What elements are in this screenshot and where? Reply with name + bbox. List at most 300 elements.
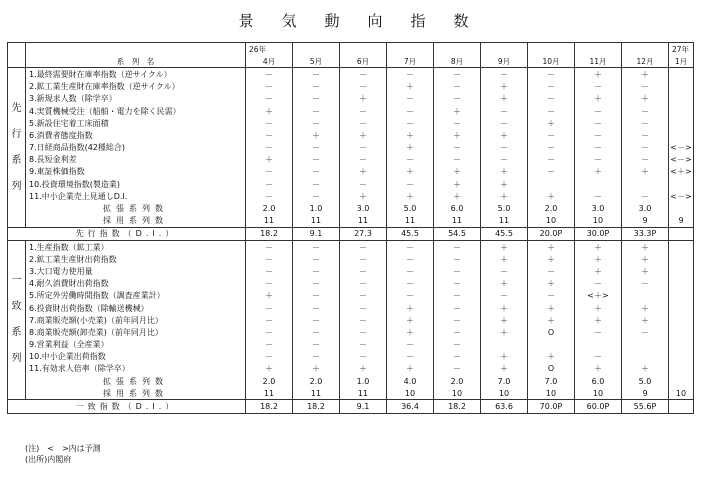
table-row: [8, 81, 694, 93]
series-name: 11.中小企業売上見通しD.I.: [26, 190, 246, 202]
series-value: －: [293, 81, 340, 93]
series-value: －: [481, 154, 528, 166]
series-name: 3.大口電力使用量: [26, 265, 246, 277]
adopted-count-value: 10: [481, 387, 528, 400]
series-value: ＋: [293, 363, 340, 375]
series-value: ＋: [434, 129, 481, 141]
series-value: －: [528, 93, 575, 105]
series-value: ＋: [340, 190, 387, 202]
series-value: －: [434, 363, 481, 375]
series-value: －: [293, 105, 340, 117]
index-value: 18.2: [246, 227, 293, 240]
series-value: ＋: [246, 105, 293, 117]
table-row: [8, 265, 694, 277]
index-value: 63.6: [481, 400, 528, 413]
series-value: －: [434, 278, 481, 290]
series-value-forecast: [669, 253, 694, 265]
business-cycle-index-table: [7, 42, 694, 414]
adopted-count-last: 10: [669, 387, 694, 400]
series-value: －: [246, 117, 293, 129]
series-value: －: [434, 339, 481, 351]
coincident-category-label: [8, 241, 26, 400]
series-value: ＋: [246, 363, 293, 375]
leading-index-row: [8, 227, 694, 240]
extended-count-value: 2.0: [528, 202, 575, 214]
adopted-count-value: 11: [246, 215, 293, 228]
index-value: 45.5: [387, 227, 434, 240]
adopted-count-value: 11: [481, 215, 528, 228]
series-value: [528, 339, 575, 351]
series-value: －: [340, 105, 387, 117]
header-year2-label: 27年: [669, 43, 694, 56]
series-value: ＋: [622, 68, 669, 81]
series-name: 9.東証株価指数: [26, 166, 246, 178]
index-value: 70.0P: [528, 400, 575, 413]
series-value: －: [528, 129, 575, 141]
series-value: ＋: [340, 363, 387, 375]
leading-index-label: 先行指数（D.I.）: [8, 227, 246, 240]
header-year-label: 26年: [246, 43, 293, 56]
series-value: －: [528, 142, 575, 154]
category-char: 系: [11, 327, 22, 339]
series-value: －: [387, 93, 434, 105]
table-row: [8, 154, 694, 166]
table-row: [8, 241, 694, 254]
series-value-forecast: [669, 81, 694, 93]
index-value: 30.0P: [575, 227, 622, 240]
series-value: －: [575, 351, 622, 363]
series-value: ＋: [481, 363, 528, 375]
series-value: ＋: [481, 81, 528, 93]
series-value: －: [340, 265, 387, 277]
series-value: －: [340, 241, 387, 254]
category-char: 列: [11, 180, 22, 192]
series-value-forecast: <＋>: [670, 167, 692, 177]
category-char: 致: [11, 301, 22, 313]
header-month: 9月: [481, 55, 528, 68]
series-name: 7.日経商品指数(42種総合): [26, 142, 246, 154]
series-value: －: [528, 290, 575, 302]
index-value: 55.6P: [622, 400, 669, 413]
series-name: 5.新設住宅着工床面積: [26, 117, 246, 129]
series-name: 6.消費者態度指数: [26, 129, 246, 141]
series-value: ＋: [434, 105, 481, 117]
series-value: ＋: [575, 253, 622, 265]
index-value: 27.3: [340, 227, 387, 240]
series-value: [528, 178, 575, 190]
series-value: [622, 290, 669, 302]
series-value: [575, 178, 622, 190]
series-value: －: [340, 326, 387, 338]
series-value: －: [293, 117, 340, 129]
series-value: －: [575, 142, 622, 154]
series-value: －: [293, 178, 340, 190]
series-value: ＋: [481, 166, 528, 178]
series-value: ＋: [340, 166, 387, 178]
series-value: ＋: [575, 265, 622, 277]
series-value-forecast: [669, 339, 694, 351]
adopted-count-row: [8, 215, 694, 228]
extended-count-row: [8, 375, 694, 387]
series-value: －: [246, 190, 293, 202]
series-value: ＋: [434, 178, 481, 190]
series-value: －: [340, 290, 387, 302]
adopted-count-value: 9: [622, 387, 669, 400]
index-value: 54.5: [434, 227, 481, 240]
series-value: －: [528, 81, 575, 93]
series-value: [622, 339, 669, 351]
adopted-count-value: 11: [340, 387, 387, 400]
series-value: －: [387, 105, 434, 117]
series-value: －: [575, 105, 622, 117]
series-value: －: [434, 93, 481, 105]
extended-count-value: 2.0: [293, 375, 340, 387]
header-row-months: [8, 55, 694, 68]
series-value: ＋: [622, 363, 669, 375]
extended-count-row: [8, 202, 694, 214]
series-value: －: [340, 302, 387, 314]
series-value: ＋: [575, 166, 622, 178]
series-value: －: [434, 314, 481, 326]
index-value: 60.0P: [575, 400, 622, 413]
series-value: ＋: [528, 117, 575, 129]
category-char: 系: [11, 154, 22, 166]
series-value: －: [387, 253, 434, 265]
header-month: 10月: [528, 55, 575, 68]
table-row: [8, 68, 694, 81]
series-value: －: [528, 265, 575, 277]
series-value: －: [387, 68, 434, 81]
extended-count-last: [669, 202, 694, 214]
series-value: －: [340, 314, 387, 326]
series-value-forecast: [669, 117, 694, 129]
series-value: [481, 339, 528, 351]
series-value: ＋: [434, 190, 481, 202]
series-name: 2.鉱工業生産財出荷指数: [26, 253, 246, 265]
series-value: ＋: [528, 314, 575, 326]
series-value: －: [340, 117, 387, 129]
series-value: －: [293, 241, 340, 254]
index-value-last: [669, 227, 694, 240]
series-value: －: [387, 339, 434, 351]
series-value: －: [340, 178, 387, 190]
series-value: －: [481, 142, 528, 154]
series-value: －: [293, 253, 340, 265]
series-name: 9.営業利益（全産業）: [26, 339, 246, 351]
series-value: ＋: [575, 241, 622, 254]
series-value: －: [575, 190, 622, 202]
series-value: －: [246, 178, 293, 190]
series-value: －: [340, 142, 387, 154]
series-value: ＋: [481, 190, 528, 202]
leading-category-label: [8, 68, 26, 227]
series-value: ＋: [481, 326, 528, 338]
series-value: －: [528, 154, 575, 166]
series-value: －: [246, 314, 293, 326]
series-value: －: [340, 339, 387, 351]
category-char: 行: [11, 128, 22, 140]
page-title: 景気動向指数: [238, 12, 497, 30]
series-value-forecast: <－>: [670, 191, 692, 201]
category-char: 列: [11, 353, 22, 365]
adopted-count-value: 10: [387, 387, 434, 400]
series-value-forecast: [669, 178, 694, 190]
adopted-count-value: 11: [387, 215, 434, 228]
series-value: ＋: [293, 129, 340, 141]
header-month: 8月: [434, 55, 481, 68]
series-value: －: [622, 129, 669, 141]
series-value-forecast: [669, 93, 694, 105]
table-row: [8, 278, 694, 290]
series-value: －: [528, 105, 575, 117]
series-value: [622, 351, 669, 363]
coincident-index-row: [8, 400, 694, 413]
series-value: －: [387, 241, 434, 254]
series-value: －: [246, 253, 293, 265]
series-name: 1.生産指数（鉱工業）: [26, 241, 246, 254]
series-value: －: [340, 253, 387, 265]
series-value-forecast: [669, 290, 694, 302]
series-name: 7.商業販売額(小売業)（前年同月比）: [26, 314, 246, 326]
series-value: －: [340, 351, 387, 363]
series-value: －: [246, 166, 293, 178]
series-name: 5.所定外労働時間指数（調査産業計）: [26, 290, 246, 302]
table-row: [8, 166, 694, 178]
note-source: (出所)内閣府: [25, 455, 72, 464]
series-value: ＋: [481, 302, 528, 314]
extended-count-value: 7.0: [528, 375, 575, 387]
series-value: －: [434, 351, 481, 363]
adopted-count-last: 9: [669, 215, 694, 228]
series-value: [575, 339, 622, 351]
series-value: ＋: [434, 166, 481, 178]
series-value-forecast: [669, 105, 694, 117]
extended-count-value: 6.0: [434, 202, 481, 214]
series-name: 10.投資環境指数(製造業): [26, 178, 246, 190]
series-value: －: [434, 265, 481, 277]
index-value: 18.2: [434, 400, 481, 413]
series-value: <＋>: [575, 290, 622, 302]
series-value: －: [434, 326, 481, 338]
series-value: ＋: [387, 129, 434, 141]
series-value: －: [622, 142, 669, 154]
extended-count-value: 6.0: [575, 375, 622, 387]
series-value-forecast: <－>: [670, 155, 692, 165]
adopted-count-value: 11: [293, 215, 340, 228]
series-value: ＋: [387, 326, 434, 338]
series-value: －: [434, 302, 481, 314]
table-row: [8, 351, 694, 363]
series-value: ＋: [387, 81, 434, 93]
table-row: [8, 363, 694, 375]
series-value: －: [528, 166, 575, 178]
series-value: －: [340, 278, 387, 290]
series-name: 4.耐久消費財出荷指数: [26, 278, 246, 290]
extended-count-value: 3.0: [575, 202, 622, 214]
series-value: －: [387, 278, 434, 290]
extended-count-value: 5.0: [622, 375, 669, 387]
series-value: －: [575, 129, 622, 141]
series-value: ＋: [528, 302, 575, 314]
table-row: [8, 190, 694, 202]
series-value-forecast: [669, 351, 694, 363]
series-value: －: [293, 166, 340, 178]
series-value: －: [434, 241, 481, 254]
series-value-forecast: [669, 326, 694, 338]
series-value: －: [293, 265, 340, 277]
series-value: －: [387, 265, 434, 277]
series-value: [622, 178, 669, 190]
extended-count-value: 4.0: [387, 375, 434, 387]
series-value: ＋: [622, 241, 669, 254]
series-value: －: [246, 278, 293, 290]
adopted-count-row: [8, 387, 694, 400]
extended-count-value: 1.0: [340, 375, 387, 387]
series-value: －: [293, 290, 340, 302]
extended-count-value: 2.0: [246, 202, 293, 214]
series-value-forecast: [669, 278, 694, 290]
series-value: －: [387, 178, 434, 190]
adopted-count-value: 10: [528, 387, 575, 400]
series-value: ＋: [575, 68, 622, 81]
series-value: ＋: [340, 129, 387, 141]
series-value: －: [622, 326, 669, 338]
series-value: ＋: [387, 363, 434, 375]
extended-count-value: 5.0: [387, 202, 434, 214]
series-name: 2.鉱工業生産財在庫率指数（逆サイクル）: [26, 81, 246, 93]
index-value: 18.2: [246, 400, 293, 413]
series-value: －: [340, 81, 387, 93]
adopted-count-value: 9: [622, 215, 669, 228]
header-month: 7月: [387, 55, 434, 68]
series-value: －: [246, 339, 293, 351]
series-value: －: [293, 142, 340, 154]
table-row: [8, 178, 694, 190]
adopted-count-value: 10: [575, 387, 622, 400]
series-value: ＋: [575, 302, 622, 314]
series-value: －: [293, 154, 340, 166]
series-value-forecast: <－>: [670, 143, 692, 153]
series-value: －: [434, 68, 481, 81]
table-row: [8, 117, 694, 129]
header-month: 12月: [622, 55, 669, 68]
adopted-count-value: 10: [575, 215, 622, 228]
extended-count-value: 5.0: [481, 202, 528, 214]
series-value: ＋: [387, 142, 434, 154]
index-value: 36.4: [387, 400, 434, 413]
series-value: ＋: [387, 302, 434, 314]
series-value: －: [622, 190, 669, 202]
series-value: －: [575, 326, 622, 338]
series-name: 8.長短金利差: [26, 154, 246, 166]
series-name: 6.投資財出荷指数（除輸送機械）: [26, 302, 246, 314]
series-value: －: [481, 117, 528, 129]
series-value: －: [246, 351, 293, 363]
series-name: 8.商業販売額(卸売業)（前年同月比）: [26, 326, 246, 338]
series-value-forecast: [669, 265, 694, 277]
extended-count-value: 2.0: [246, 375, 293, 387]
series-value: ＋: [481, 314, 528, 326]
series-value: －: [434, 253, 481, 265]
series-value: －: [246, 326, 293, 338]
series-value: －: [246, 129, 293, 141]
series-value: －: [246, 93, 293, 105]
table-row: [8, 129, 694, 141]
index-value: 20.0P: [528, 227, 575, 240]
series-value: ＋: [528, 190, 575, 202]
series-value: ＋: [340, 93, 387, 105]
series-value: ＋: [528, 253, 575, 265]
index-value: 18.2: [293, 400, 340, 413]
series-value: ＋: [528, 241, 575, 254]
header-month-last: 1月: [669, 55, 694, 68]
series-value: ＋: [481, 253, 528, 265]
series-value-forecast: [669, 68, 694, 81]
coincident-index-label: 一致指数（D.I.）: [8, 400, 246, 413]
series-value: －: [387, 117, 434, 129]
series-value: ＋: [575, 363, 622, 375]
extended-count-value: 1.0: [293, 202, 340, 214]
header-month: 5月: [293, 55, 340, 68]
series-value: －: [293, 326, 340, 338]
series-value: －: [293, 339, 340, 351]
adopted-count-value: 11: [293, 387, 340, 400]
series-value: －: [481, 290, 528, 302]
series-value: O: [528, 326, 575, 338]
series-value: ＋: [622, 253, 669, 265]
series-value: －: [293, 68, 340, 81]
series-value: －: [387, 351, 434, 363]
series-value: ＋: [528, 278, 575, 290]
extended-count-value: 7.0: [481, 375, 528, 387]
extended-count-value: 3.0: [340, 202, 387, 214]
table-row: [8, 302, 694, 314]
series-value: ＋: [622, 93, 669, 105]
header-series-name: 系 列 名: [26, 55, 246, 68]
series-value: ＋: [481, 278, 528, 290]
series-value: ＋: [387, 166, 434, 178]
series-value: －: [434, 154, 481, 166]
index-value: 9.1: [340, 400, 387, 413]
series-value: ＋: [481, 178, 528, 190]
series-value: ＋: [246, 290, 293, 302]
adopted-count-label: 採用系列数: [26, 215, 246, 228]
series-value: ＋: [481, 129, 528, 141]
series-value: ＋: [575, 314, 622, 326]
series-value: －: [293, 351, 340, 363]
note-forecast: (注) < >内は予測: [25, 444, 101, 453]
series-name: 3.新規求人数（除学卒）: [26, 93, 246, 105]
index-value: 33.3P: [622, 227, 669, 240]
table-row: [8, 326, 694, 338]
adopted-count-value: 10: [528, 215, 575, 228]
header-month: 6月: [340, 55, 387, 68]
series-value: －: [622, 81, 669, 93]
extended-count-label: 拡張系列数: [26, 202, 246, 214]
series-value: O: [528, 363, 575, 375]
series-value: －: [293, 314, 340, 326]
series-value: ＋: [622, 166, 669, 178]
series-value: ＋: [246, 154, 293, 166]
series-value: ＋: [481, 241, 528, 254]
header-month: 11月: [575, 55, 622, 68]
series-value: －: [293, 93, 340, 105]
series-value-forecast: [669, 302, 694, 314]
series-value: －: [481, 68, 528, 81]
series-value: －: [575, 81, 622, 93]
series-value: ＋: [528, 351, 575, 363]
header-row-years: [8, 43, 694, 56]
